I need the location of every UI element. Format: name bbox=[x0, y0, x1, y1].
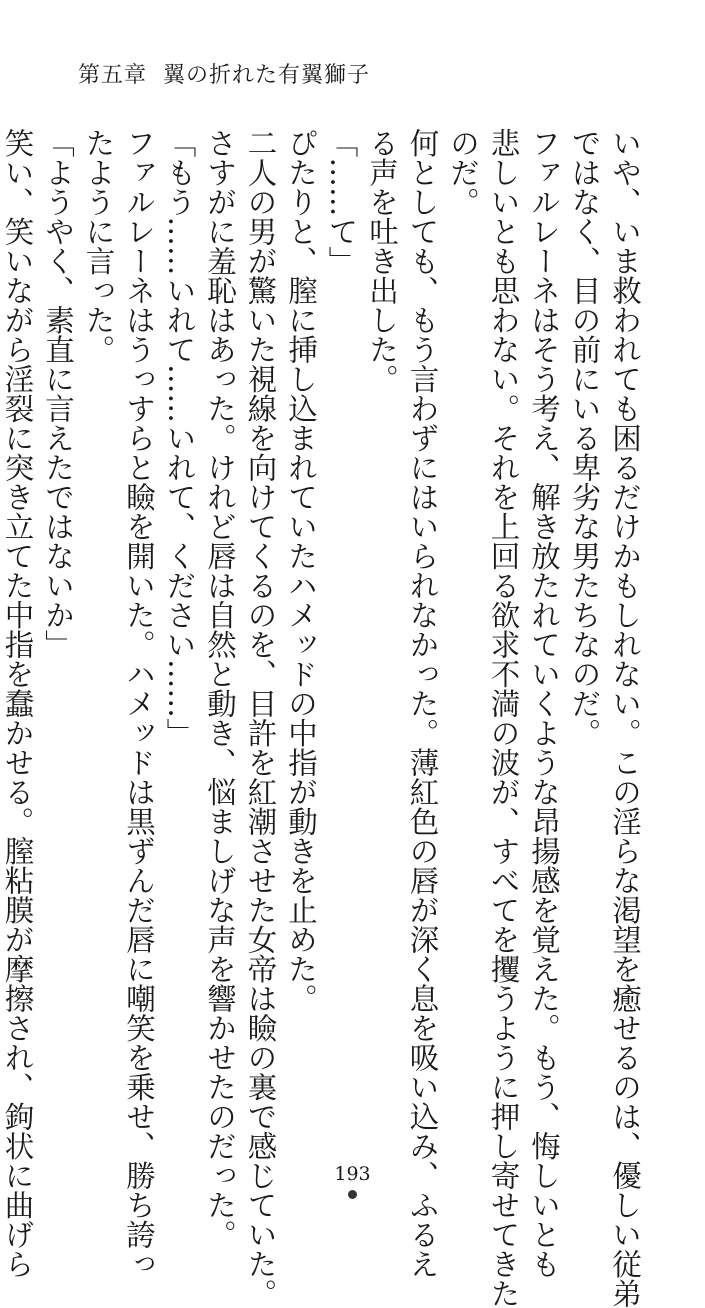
text-line: 何としても、もう言わずにはいられなかった。薄紅色の唇が深く息を吸い込み、ふるえ bbox=[405, 128, 440, 1279]
text-line: 二人の男が驚いた視線を向けてくるのを、目許を紅潮させた女帝は瞼の裏で感じていた。 bbox=[243, 128, 278, 1308]
running-header bbox=[78, 58, 370, 89]
text-line: 「ようやく、素直に言えたではないか」 bbox=[41, 128, 75, 659]
text-line: いや、いま救われても困るだけかもしれない。この淫らな渇望を癒せるのは、優しい従弟 bbox=[608, 128, 642, 1308]
text-line: 笑い、笑いながら淫裂に突き立てた中指を蠢かせる。膣粘膜が摩擦され、鉤状に曲げら bbox=[0, 128, 35, 1279]
text-line: 悲しいとも思わない。それを上回る欲求不満の波が、すべてを攫うように押し寄せてきた bbox=[486, 128, 521, 1308]
chapter-title: 翼の折れた有翼獅子 bbox=[163, 63, 371, 88]
text-line: ファルレーネはそう考え、解き放たれていくような昂揚感を覚えた。もう、悔しいとも bbox=[527, 128, 561, 1279]
text-line: ぴたりと、膣に挿し込まれていたハメッドの中指が動きを止めた。 bbox=[284, 128, 318, 1013]
text-line: さすがに羞恥はあった。けれど唇は自然と動き、悩ましげな声を響かせたのだった。 bbox=[203, 128, 237, 1249]
text-line: ではなく、目の前にいる卑劣な男たちなのだ。 bbox=[567, 128, 602, 748]
page-number: 193 bbox=[334, 1163, 371, 1185]
text-line: たように言った。 bbox=[81, 128, 116, 364]
text-line: る声を吐き出した。 bbox=[365, 128, 399, 394]
text-line: 「もう……いれて……いれて、ください……」 bbox=[162, 128, 197, 748]
text-line: ファルレーネはうっすらと瞼を開いた。ハメッドは黒ずんだ唇に嘲笑を乗せ、勝ち誇っ bbox=[122, 128, 156, 1279]
page-dot-ornament bbox=[348, 1190, 357, 1199]
text-line: 「……て」 bbox=[324, 128, 359, 276]
chapter-number: 第五章 bbox=[78, 63, 148, 88]
text-line: のだ。 bbox=[446, 128, 480, 217]
